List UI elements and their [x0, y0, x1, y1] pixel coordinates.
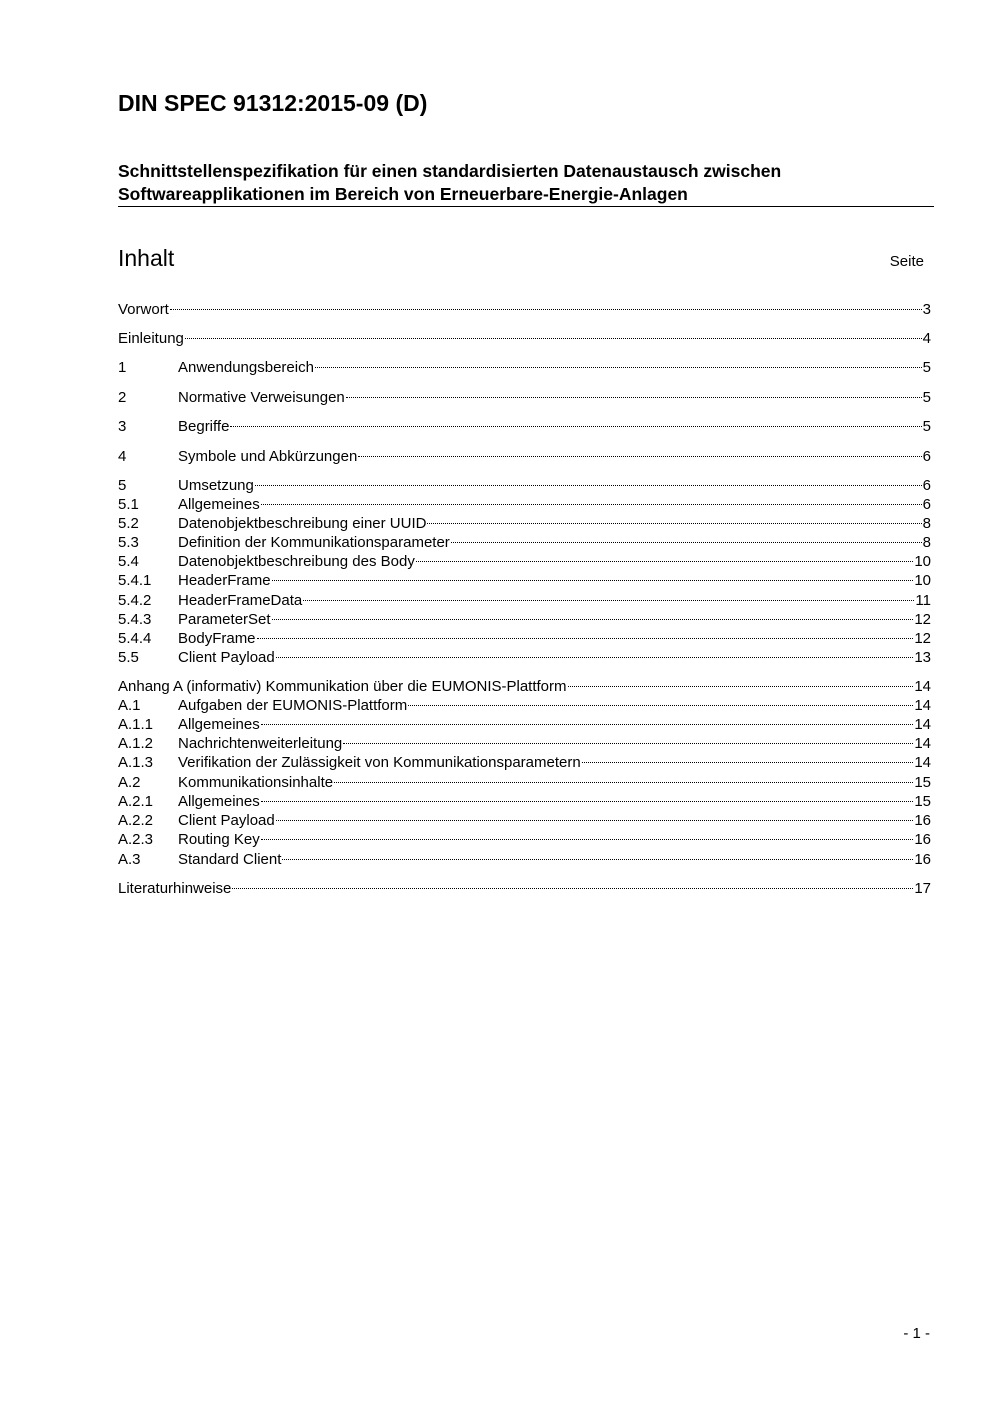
toc-entry-number: A.1: [118, 697, 141, 714]
toc-dot-leader: [408, 704, 913, 706]
toc-entry[interactable]: [118, 388, 931, 408]
subtitle-line-2: Softwareapplikationen im Bereich von Erneuerbare-Energie-Anlagen: [118, 184, 688, 204]
toc-entry[interactable]: [118, 476, 931, 496]
toc-entry-title: Routing Key: [178, 831, 260, 848]
subtitle-line-1: Schnittstellenspezifikation für einen standardisierten Datenaustausch zwischen: [118, 161, 782, 181]
toc-dot-leader: [255, 484, 922, 486]
toc-entry-title: ParameterSet: [178, 611, 271, 628]
toc-entry-page: 6: [922, 496, 931, 513]
toc-entry-title: BodyFrame: [178, 630, 256, 647]
toc-entry[interactable]: [118, 629, 931, 649]
toc-dot-leader: [427, 522, 921, 524]
toc-entry[interactable]: [118, 591, 931, 611]
toc-entry[interactable]: [118, 610, 931, 630]
toc-entry-page: 12: [914, 611, 931, 628]
toc-entry-title: Symbole und Abkürzungen: [178, 448, 358, 465]
toc-entry-number: A.1.2: [118, 735, 154, 752]
toc-entry-number: 1: [118, 359, 127, 376]
title-divider: [118, 206, 934, 207]
toc-dot-leader: [276, 819, 914, 821]
toc-entry[interactable]: [118, 300, 931, 320]
toc-dot-leader: [346, 396, 922, 398]
toc-entry[interactable]: [118, 773, 931, 793]
toc-entry-number: 5.5: [118, 649, 139, 666]
toc-entry-title: Definition der Kommunikationsparameter: [178, 534, 450, 551]
toc-entry-number: A.2: [118, 774, 141, 791]
toc-entry-page: 6: [922, 448, 931, 465]
toc-entry-title: Vorwort: [118, 301, 169, 318]
toc-entry[interactable]: [118, 648, 931, 668]
toc-entry-number: A.2.3: [118, 831, 154, 848]
toc-entry-number: A.2.2: [118, 812, 154, 829]
toc-entry-number: 2: [118, 389, 127, 406]
toc-entry-title: Anwendungsbereich: [178, 359, 314, 376]
toc-entry-number: A.3: [118, 851, 141, 868]
toc-entry[interactable]: [118, 533, 931, 553]
toc-entry-page: 8: [922, 534, 931, 551]
toc-entry-page: 12: [914, 630, 931, 647]
toc-dot-leader: [170, 308, 922, 310]
toc-entry-title: Allgemeines: [178, 716, 260, 733]
toc-entry[interactable]: [118, 696, 931, 716]
toc-entry-title: HeaderFrame: [178, 572, 271, 589]
toc-entry[interactable]: [118, 792, 931, 812]
toc-page-column-label: Seite: [889, 253, 924, 270]
toc-entry-title: Anhang A (informativ) Kommunikation über die EUMONIS-Plattform: [118, 678, 567, 695]
toc-entry-page: 6: [922, 477, 931, 494]
toc-dot-leader: [358, 455, 921, 457]
toc-dot-leader: [451, 541, 922, 543]
toc-entry-page: 5: [922, 359, 931, 376]
toc-dot-leader: [261, 723, 914, 725]
toc-dot-leader: [185, 337, 922, 339]
toc-entry-title: Begriffe: [178, 418, 230, 435]
toc-entry-page: 15: [914, 793, 931, 810]
toc-entry-number: 5.4.3: [118, 611, 152, 628]
toc-entry-title: Datenobjektbeschreibung einer UUID: [178, 515, 427, 532]
toc-entry-title: Verifikation der Zulässigkeit von Kommunikationsparametern: [178, 754, 581, 771]
toc-entry-page: 16: [914, 831, 931, 848]
toc-entry-title: Einleitung: [118, 330, 184, 347]
toc-dot-leader: [272, 618, 914, 620]
toc-entry[interactable]: [118, 447, 931, 467]
toc-entry[interactable]: [118, 495, 931, 515]
toc-entry-title: HeaderFrameData: [178, 592, 303, 609]
toc-entry-page: 14: [914, 697, 931, 714]
toc-entry-number: 4: [118, 448, 127, 465]
toc-entry[interactable]: [118, 879, 931, 899]
toc-entry-title: Standard Client: [178, 851, 282, 868]
toc-entry-title: Client Payload: [178, 812, 275, 829]
toc-dot-leader: [315, 366, 922, 368]
document-subtitle: [118, 160, 934, 206]
toc-entry-page: 8: [922, 515, 931, 532]
toc-entry-page: 14: [914, 678, 931, 695]
toc-dot-leader: [343, 742, 913, 744]
toc-entry-title: Client Payload: [178, 649, 275, 666]
toc-entry-title: Nachrichtenweiterleitung: [178, 735, 343, 752]
toc-dot-leader: [568, 685, 914, 687]
toc-entry[interactable]: [118, 514, 931, 534]
toc-entry-page: 5: [922, 418, 931, 435]
toc-dot-leader: [272, 579, 914, 581]
toc-entry-number: 5: [118, 477, 127, 494]
toc-heading: Inhalt: [118, 245, 175, 271]
toc-entry-number: 5.4.4: [118, 630, 152, 647]
toc-entry-page: 10: [914, 572, 931, 589]
toc-entry[interactable]: [118, 753, 931, 773]
toc-dot-leader: [232, 887, 913, 889]
toc-entry-title: Allgemeines: [178, 793, 260, 810]
toc-dot-leader: [303, 599, 914, 601]
toc-entry-number: 5.4: [118, 553, 139, 570]
toc-entry-page: 3: [922, 301, 931, 318]
toc-entry-page: 14: [914, 735, 931, 752]
toc-dot-leader: [282, 858, 913, 860]
toc-entry[interactable]: [118, 552, 931, 572]
toc-entry-title: Umsetzung: [178, 477, 254, 494]
toc-entry-title: Literaturhinweise: [118, 880, 232, 897]
toc-dot-leader: [276, 656, 914, 658]
toc-entry-title: Kommunikationsinhalte: [178, 774, 334, 791]
toc-dot-leader: [230, 425, 921, 427]
toc-dot-leader: [334, 781, 913, 783]
toc-entry-page: 10: [914, 553, 931, 570]
toc-entry-page: 15: [914, 774, 931, 791]
toc-entry-title: Aufgaben der EUMONIS-Plattform: [178, 697, 408, 714]
toc-entry-number: 5.2: [118, 515, 139, 532]
toc-entry-title: Datenobjektbeschreibung des Body: [178, 553, 415, 570]
toc-entry-title: Normative Verweisungen: [178, 389, 345, 406]
toc-dot-leader: [261, 800, 914, 802]
toc-entry-number: 5.3: [118, 534, 139, 551]
toc-entry-number: 5.1: [118, 496, 139, 513]
page-number: - 1 -: [903, 1325, 930, 1342]
toc-entry-page: 16: [914, 851, 931, 868]
toc-entry-page: 17: [914, 880, 931, 897]
toc-entry-page: 5: [922, 389, 931, 406]
toc-entry[interactable]: [118, 571, 931, 591]
toc-entry[interactable]: [118, 677, 931, 697]
toc-entry[interactable]: [118, 358, 931, 378]
toc-entry-page: 11: [915, 592, 931, 609]
toc-dot-leader: [257, 637, 914, 639]
document-title: DIN SPEC 91312:2015-09 (D): [118, 90, 428, 116]
toc-dot-leader: [261, 503, 922, 505]
toc-entry[interactable]: [118, 811, 931, 831]
toc-entry[interactable]: [118, 734, 931, 754]
toc-dot-leader: [416, 560, 913, 562]
toc-entry-page: 4: [922, 330, 931, 347]
toc-entry-number: 5.4.1: [118, 572, 152, 589]
toc-entry[interactable]: [118, 830, 931, 850]
toc-entry-number: A.1.3: [118, 754, 154, 771]
toc-entry-page: 13: [914, 649, 931, 666]
toc-entry[interactable]: [118, 850, 931, 870]
toc-entry-number: A.2.1: [118, 793, 154, 810]
toc-dot-leader: [582, 761, 914, 763]
toc-entry-number: A.1.1: [118, 716, 154, 733]
toc-entry-page: 14: [914, 754, 931, 771]
toc-entry-page: 16: [914, 812, 931, 829]
toc-dot-leader: [261, 838, 914, 840]
toc-entry[interactable]: [118, 715, 931, 735]
toc-entry-number: 3: [118, 418, 127, 435]
toc-entry-number: 5.4.2: [118, 592, 152, 609]
toc-entry-page: 14: [914, 716, 931, 733]
toc-entry-title: Allgemeines: [178, 496, 260, 513]
toc-entry[interactable]: [118, 329, 931, 349]
toc-entry[interactable]: [118, 417, 931, 437]
